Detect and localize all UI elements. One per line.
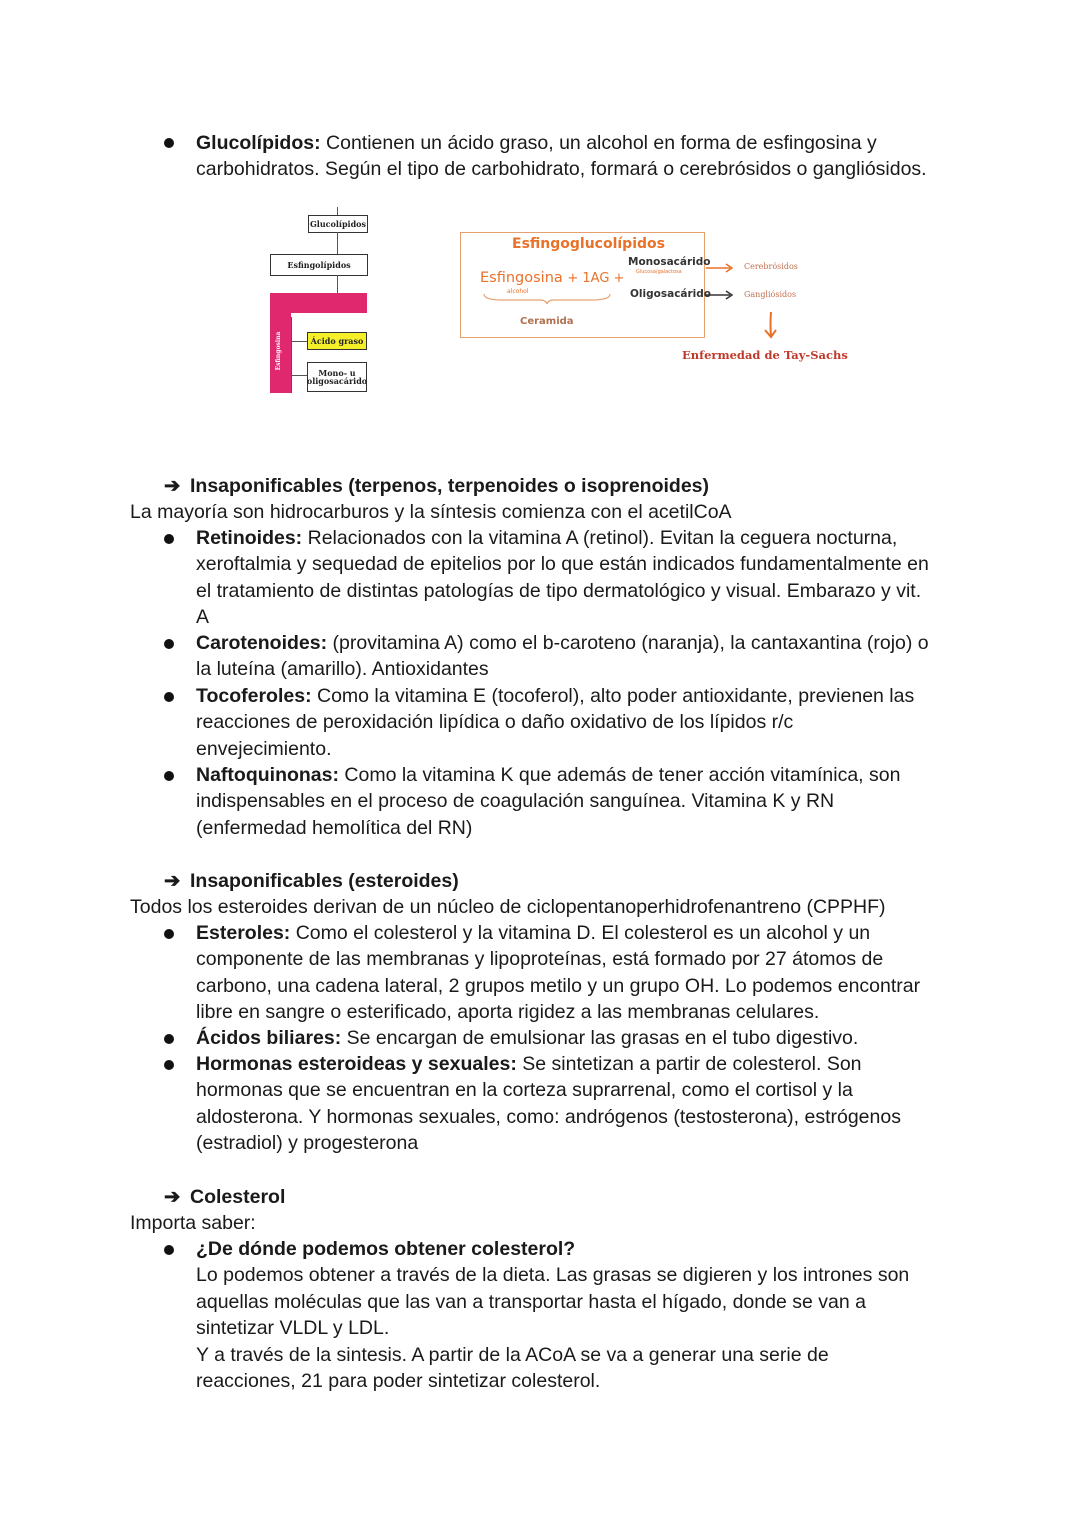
list-item: ¿De dónde podemos obtener colesterol? Lo podemos obtener a través de la dieta. Las grasas se digieren y los intrones son aquellas moléculas que las van a transportar hasta el hígado, donde se van a sintetizar VLDL y LDL. Y a través de la sintesis. A partir de la ACoA se va a generar una serie de reacciones, 21 para poder sintetizar colesterol. [196, 1238, 910, 1393]
box-esfingolipidos: Esfingolípidos [270, 254, 368, 276]
list-item: Naftoquinonas: Como la vitamina K que además de tener acción vitamínica, son indispensables en el proceso de coagulación sanguínea. Vitamina K y RN (enfermedad hemolítica del RN) [196, 764, 901, 839]
box-glucolipidos: Glucolípidos [308, 215, 368, 233]
section-intro: Todos los esteroides derivan de un núcleo de ciclopentanoperhidrofenantreno (CPPHF) [130, 896, 886, 918]
bullet [164, 771, 174, 781]
bullet [164, 1245, 174, 1255]
bullet [164, 1060, 174, 1070]
bullet [164, 639, 174, 649]
bullet [164, 1034, 174, 1044]
esfingosina-label: Esfingosina + 1AG + [480, 270, 625, 286]
esfingosina-bar [270, 293, 367, 313]
bullet [164, 692, 174, 702]
ceramida-brace [482, 292, 612, 306]
esfingosina-vertical-label: Esfingosina [275, 331, 282, 371]
bullet [164, 138, 174, 148]
gangliosidos-label: Gangliósidos [744, 290, 797, 299]
esfingoglucolipidos-diagram [460, 232, 860, 372]
section-intro: Importa saber: [130, 1212, 256, 1234]
alcohol-label: alcohol [507, 288, 529, 295]
section-intro: La mayoría son hidrocarburos y la síntesis comienza con el acetilCoA [130, 501, 732, 523]
monosacarido-label: Monosacárido [628, 256, 711, 268]
diagram-title: Esfingoglucolípidos [512, 236, 665, 252]
box-mono-oligosacarido: Mono- u oligosacárido [307, 362, 367, 392]
arrow-icon: ➔ [164, 1186, 181, 1208]
list-item: Ácidos biliares: Se encargan de emulsionar las grasas en el tubo digestivo. [196, 1027, 859, 1049]
list-item: Tocoferoles: Como la vitamina E (tocoferol), alto poder antioxidante, previenen las reacciones de peroxidación lipídica o daño oxidativo de los lípidos r/c envejecimiento. [196, 685, 915, 760]
section-heading: ➔ Insaponificables (terpenos, terpenoides o isoprenoides) [164, 475, 710, 497]
bullet [164, 929, 174, 939]
list-item: Carotenoides: (provitamina A) como el b-caroteno (naranja), la cantaxantina (rojo) o la luteína (amarillo). Antioxidantes [196, 632, 929, 681]
tay-sachs-label: Enfermedad de Tay-Sachs [682, 348, 848, 362]
glucolipidos-paragraph: Glucolípidos: Contienen un ácido graso, un alcohol en forma de esfingosina y carbohidratos. Según el tipo de carbohidrato, formará o cerebrósidos o gangliósidos. [196, 132, 927, 181]
list-item: Retinoides: Relacionados con la vitamina A (retinol). Evitan la ceguera nocturna, xeroftalmia y sequedad de epitelios por lo que están indicados fundamentalmente en el tratamiento de distintas patologías de tipo dermatológico y visual. Embarazo y vit. A [196, 527, 929, 629]
box-acido-graso: Ácido graso [307, 332, 367, 350]
glucolipidos-diagram [265, 205, 395, 400]
term: Glucolípidos: [196, 132, 321, 154]
cerebrosidos-label: Cerebrósidos [744, 262, 798, 271]
list-item: Esteroles: Como el colesterol y la vitamina D. El colesterol es un alcohol y un componente de las membranas y lipoproteínas, está formado por 27 átomos de carbono, una cadena lateral, 2 grupos metilo y un grupo OH. Lo podemos encontrar libre en sangre o esterificado, aporta rigidez a las membranas celulares. [196, 922, 921, 1024]
down-arrow [762, 310, 778, 340]
arrow-icon: ➔ [164, 870, 181, 892]
glucosa-label: Glucosa/galactosa [636, 269, 682, 275]
arrow-icon: ➔ [164, 475, 181, 497]
section-heading: ➔ Insaponificables (esteroides) [164, 870, 459, 892]
bullet [164, 534, 174, 544]
section-heading: ➔ Colesterol [164, 1186, 286, 1208]
ceramida-label: Ceramida [520, 316, 574, 327]
oligosacarido-label: Oligosacárido [630, 288, 712, 300]
list-item: Hormonas esteroideas y sexuales: Se sintetizan a partir de colesterol. Son hormonas que se encuentran en la corteza suprarrenal, como el cortisol y la aldosterona. Y hormonas sexuales, como: andrógenos (testosterona), estrógenos (estradiol) y progesterona [196, 1053, 901, 1155]
